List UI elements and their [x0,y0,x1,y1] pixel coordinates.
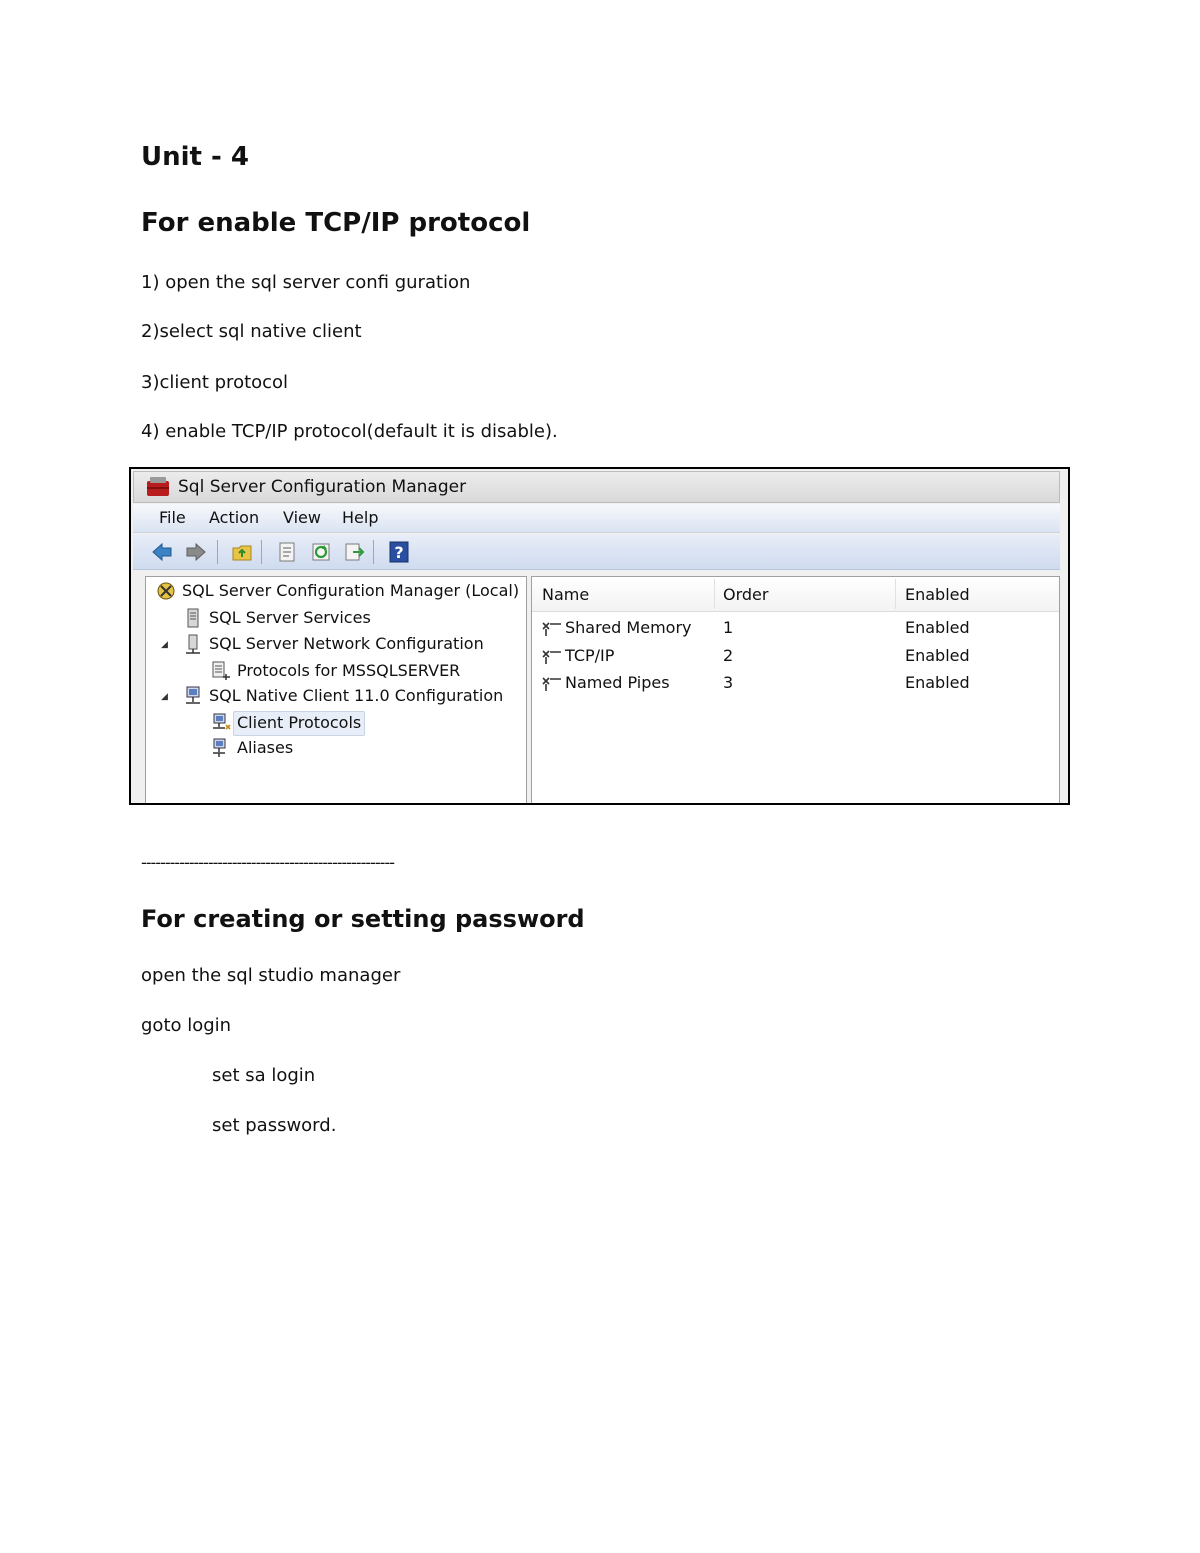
protocol-list-pane [531,576,1060,805]
tree-label: SQL Server Configuration Manager (Local) [182,581,520,600]
aliases-icon [211,738,231,758]
back-arrow-icon[interactable] [151,541,173,563]
tree-label: Aliases [237,738,294,757]
tree-label: SQL Server Services [209,608,371,627]
column-separator [714,579,715,609]
help-icon[interactable] [388,541,410,563]
tree-item-network-configuration[interactable] [209,634,484,653]
menu-view[interactable]: View [283,508,321,527]
collapse-triangle-icon[interactable]: ◢ [161,640,168,650]
tree-label: SQL Server Network Configuration [209,634,484,653]
toolbar [133,535,1060,570]
section-heading-password: For creating or setting password [141,905,585,933]
protocol-plug-icon [540,648,562,666]
list-header [532,577,1059,612]
step-3: 3)client protocol [141,372,289,393]
step-4: 4) enable TCP/IP protocol(default it is disable). [141,421,558,442]
network-server-icon [183,634,203,654]
step-1: 1) open the sql server confi guration [141,272,471,293]
tree-item-aliases[interactable] [237,738,293,757]
config-manager-icon [156,581,176,601]
column-separator [895,579,896,609]
divider-line: ----------------------------------------------------- [141,853,394,872]
protocol-plug-icon [540,675,562,693]
tree-item-client-protocols[interactable] [237,713,361,732]
window-title: Sql Server Configuration Manager [178,477,467,497]
cell-name: Named Pipes [565,673,670,692]
menu-bar [133,504,1060,533]
config-manager-screenshot [129,467,1070,805]
tree-item-protocols-mssqlserver[interactable] [237,661,460,680]
client-computer-icon [183,686,203,706]
up-folder-icon[interactable] [231,541,253,563]
collapse-triangle-icon[interactable]: ◢ [161,692,168,702]
tree-label: SQL Native Client 11.0 Configuration [209,686,504,705]
section-heading-tcp-ip: For enable TCP/IP protocol [141,208,531,238]
toolbar-separator [373,540,374,564]
properties-icon[interactable] [276,541,298,563]
cell-order: 2 [723,646,734,665]
password-step-3: set sa login [212,1065,316,1086]
password-step-4: set password. [212,1115,337,1136]
password-step-1: open the sql studio manager [141,965,401,986]
server-icon [183,608,203,628]
cell-enabled: Enabled [905,618,970,637]
cell-enabled: Enabled [905,646,970,665]
window-titlebar [133,471,1060,503]
tree-label: Protocols for MSSQLSERVER [237,661,461,680]
tree-label: Client Protocols [237,713,362,732]
client-protocols-icon [211,713,231,733]
toolbar-separator [261,540,262,564]
tree-item-native-client-configuration[interactable] [209,686,503,705]
tree-item-sql-server-services[interactable] [209,608,371,627]
cell-order: 1 [723,618,734,637]
svg-text:?: ? [394,543,404,562]
tree-item-root[interactable] [182,581,519,600]
forward-arrow-icon[interactable] [185,541,207,563]
menu-file[interactable]: File [159,508,186,527]
refresh-icon[interactable] [310,541,332,563]
protocol-plug-icon [540,620,562,638]
protocols-icon [211,661,231,681]
cell-enabled: Enabled [905,673,970,692]
column-header-name[interactable]: Name [542,585,590,604]
step-2: 2)select sql native client [141,321,362,342]
tree-pane [145,576,527,805]
toolbox-icon [146,476,170,498]
unit-heading: Unit - 4 [141,142,249,172]
cell-name: Shared Memory [565,618,692,637]
column-header-enabled[interactable]: Enabled [905,585,970,604]
menu-help[interactable]: Help [342,508,379,527]
cell-name: TCP/IP [565,646,615,665]
password-step-2: goto login [141,1015,232,1036]
menu-action[interactable]: Action [209,508,260,527]
export-list-icon[interactable] [343,541,365,563]
column-header-order[interactable]: Order [723,585,769,604]
cell-order: 3 [723,673,734,692]
toolbar-separator [217,540,218,564]
